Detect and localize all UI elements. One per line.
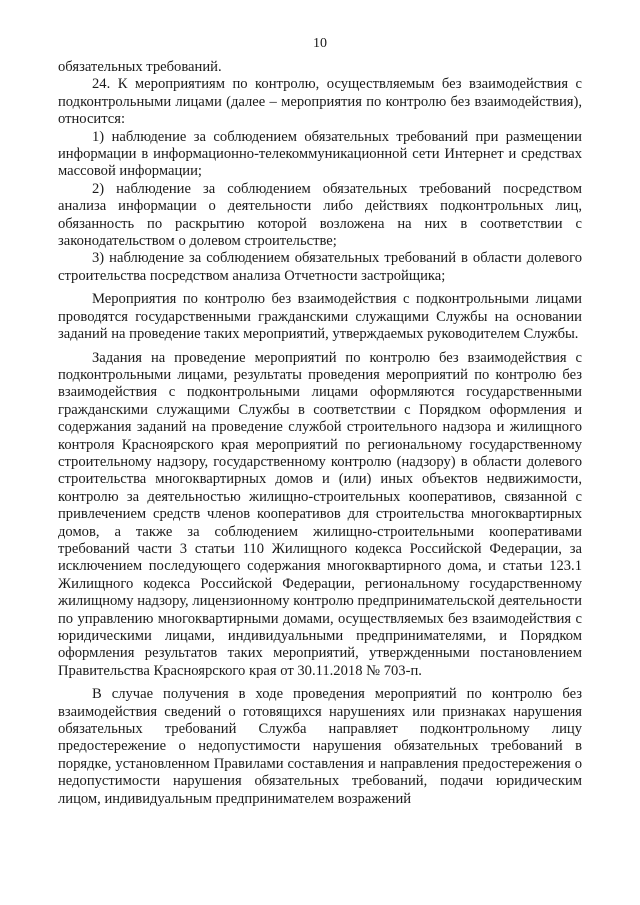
paragraph-item-24: 24. К мероприятиям по контролю, осуществляемым без взаимодействия с подконтрольными лицами (далее – мероприятия по контролю без взаимодействия), относится: — [58, 76, 582, 128]
paragraph-subitem-2: 2) наблюдение за соблюдением обязательных требований посредством анализа информации о деятельности либо действиях подконтрольных лиц, обязанность по раскрытию которой возложена на них в соответствии с законодательством о долевом строительстве; — [58, 180, 582, 250]
page-number: 10 — [313, 36, 327, 51]
paragraph-warning: В случае получения в ходе проведения мероприятий по контролю без взаимодействия сведений о готовящихся нарушениях или признаках нарушения обязательных требований Служба направляет подконтрольному лицу предостережение о недопустимости нарушения обязательных требований в порядке, установленном Правилами составления и направления предостережения о недопустимости нарушения обязательных требований, подачи юридическим лицом, индивидуальным предпринимателем возражений — [58, 686, 582, 807]
paragraph-subitem-3: 3) наблюдение за соблюдением обязательных требований в области долевого строительства посредством анализа Отчетности застройщика; — [58, 250, 582, 284]
paragraph-continuation: обязательных требований. — [58, 59, 222, 75]
paragraph-tasks: Задания на проведение мероприятий по контролю без взаимодействия с подконтрольными лицами, результаты проведения мероприятий по контролю без взаимодействия с подконтрольными лицами оформляются государственными гражданскими служащими Службы в соответствии с Порядком оформления и содержания заданий на проведение службой строительного надзора и жилищного контроля Красноярского края мероприятий по региональному государственному строительному надзору, государственному контролю (надзору) в области долевого строительства многоквартирных домов и (или) иных объектов недвижимости, контролю за деятельностью жилищно-строительных кооперативов, связанной с привлечением средств членов кооперативов для строительства многоквартирных домов, а также за соблюдением жилищно-строительными кооперативами требований части 3 статьи 110 Жилищного кодекса Российской Федерации, за исключением последующего содержания многоквартирного дома, и статьи 123.1 Жилищного кодекса Российской Федерации, региональному государственному жилищному надзору, лицензионному контролю предпринимательской деятельности по управлению многоквартирными домами, осуществляемых без взаимодействия с юридическими лицами, индивидуальными предпринимателями, и Порядком оформления результатов таких мероприятий, утвержденными постановлением Правительства Красноярского края от 30.11.2018 № 703-п. — [58, 349, 582, 679]
paragraph-measures: Мероприятия по контролю без взаимодействия с подконтрольными лицами проводятся государственными гражданскими служащими Службы на основании заданий на проведение таких мероприятий, утверждаемых руководителем Службы. — [58, 291, 582, 343]
document-body — [58, 59, 582, 808]
paragraph-subitem-1: 1) наблюдение за соблюдением обязательных требований при размещении информации в информационно-телекоммуникационной сети Интернет и средствах массовой информации; — [58, 128, 582, 180]
